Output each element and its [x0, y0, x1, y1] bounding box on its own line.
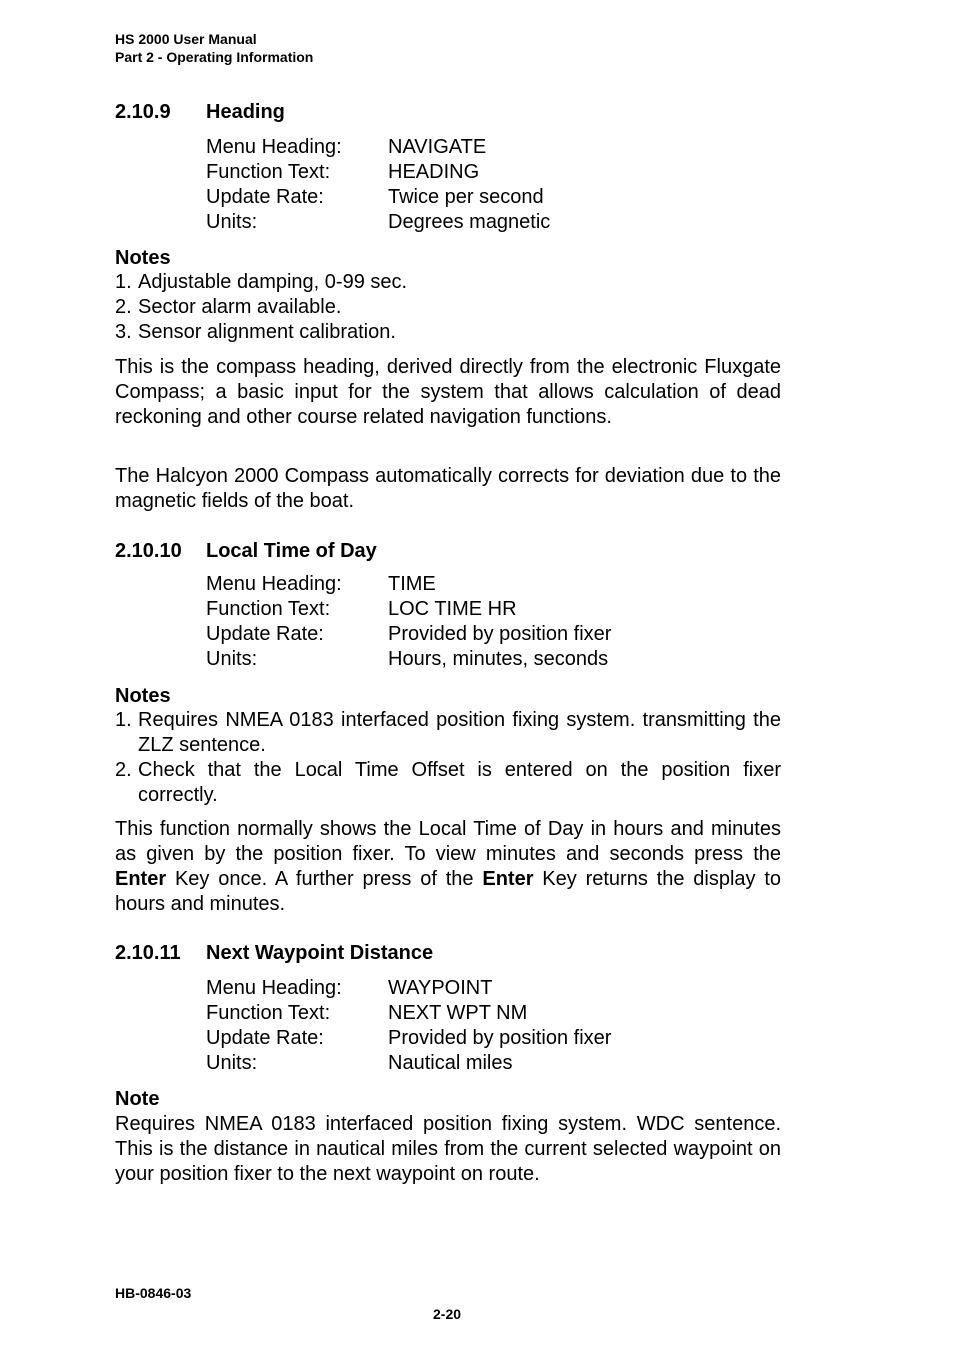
- field-row: [206, 210, 550, 235]
- field-table: [206, 135, 550, 235]
- field-row: [206, 622, 611, 647]
- field-label: Update Rate:: [206, 186, 324, 208]
- field-value: Provided by position fixer: [388, 623, 612, 645]
- field-label: Units:: [206, 1052, 258, 1074]
- field-label: Update Rate:: [206, 1027, 324, 1049]
- field-label: Menu Heading:: [206, 573, 342, 595]
- list-number: 3.: [115, 321, 132, 343]
- paragraph-text: This function normally shows the Local Time of Day in hours and minutes as given by the position fixer. To view minutes and seconds press the: [115, 818, 781, 865]
- section-title: Local Time of Day: [206, 540, 377, 562]
- field-value: Nautical miles: [388, 1052, 513, 1074]
- field-label: Function Text:: [206, 161, 331, 183]
- section-heading-2-10-10: [115, 539, 377, 563]
- field-row: [206, 1026, 611, 1051]
- body-paragraph: [115, 817, 781, 917]
- field-row: [206, 160, 550, 185]
- notes-list: [115, 270, 781, 345]
- list-item: [115, 708, 781, 758]
- section-title: Next Waypoint Distance: [206, 942, 434, 964]
- section-title: Heading: [206, 101, 285, 123]
- body-paragraph: The Halcyon 2000 Compass automatically corrects for deviation due to the magnetic fields of the boat.: [115, 465, 781, 512]
- list-text: Adjustable damping, 0-99 sec.: [138, 271, 408, 293]
- field-label: Function Text:: [206, 598, 331, 620]
- field-table: [206, 976, 611, 1076]
- field-label: Units:: [206, 648, 258, 670]
- field-row: [206, 1001, 611, 1026]
- list-item: [115, 758, 781, 808]
- list-text: Requires NMEA 0183 interfaced position fixing system. transmitting the ZLZ sentence.: [138, 709, 781, 756]
- list-number: 2.: [115, 296, 132, 318]
- field-value: NEXT WPT NM: [388, 1002, 528, 1024]
- field-row: [206, 1051, 611, 1076]
- field-value: LOC TIME HR: [388, 598, 517, 620]
- field-row: [206, 572, 611, 597]
- field-value: TIME: [388, 573, 436, 595]
- section-number: 2.10.10: [115, 540, 182, 562]
- notes-heading: Notes: [115, 685, 171, 707]
- field-label: Menu Heading:: [206, 977, 342, 999]
- document-id: HB-0846-03: [115, 1285, 192, 1301]
- paragraph-text: Key returns the display to hours and minutes.: [115, 868, 782, 915]
- field-value: NAVIGATE: [388, 136, 487, 158]
- field-row: [206, 976, 611, 1001]
- running-header-title: HS 2000 User Manual: [115, 31, 257, 47]
- notes-heading: Note: [115, 1088, 160, 1110]
- list-item: [115, 320, 781, 345]
- field-label: Menu Heading:: [206, 136, 342, 158]
- field-label: Update Rate:: [206, 623, 324, 645]
- enter-key-label: Enter: [115, 868, 167, 890]
- list-number: 1.: [115, 271, 132, 293]
- notes-heading: Notes: [115, 247, 171, 269]
- field-label: Function Text:: [206, 1002, 331, 1024]
- list-number: 1.: [115, 709, 132, 731]
- field-value: WAYPOINT: [388, 977, 493, 999]
- list-item: [115, 295, 781, 320]
- list-text: Sensor alignment calibration.: [138, 321, 396, 343]
- list-text: Sector alarm available.: [138, 296, 342, 318]
- notes-list: [115, 708, 781, 808]
- field-row: [206, 597, 611, 622]
- running-header-part: Part 2 - Operating Information: [115, 49, 314, 65]
- page-number: 2-20: [433, 1306, 462, 1322]
- list-item: [115, 270, 781, 295]
- field-row: [206, 135, 550, 160]
- field-row: [206, 185, 550, 210]
- field-value: Provided by position fixer: [388, 1027, 612, 1049]
- enter-key-label: Enter: [482, 868, 534, 890]
- field-label: Units:: [206, 211, 258, 233]
- list-text: Check that the Local Time Offset is entered on the position fixer correctly.: [138, 759, 781, 806]
- field-value: HEADING: [388, 161, 480, 183]
- field-value: Hours, minutes, seconds: [388, 648, 609, 670]
- paragraph-text: Key once. A further press of the: [166, 868, 483, 890]
- section-heading-2-10-9: [115, 100, 285, 124]
- field-value: Twice per second: [388, 186, 544, 208]
- field-value: Degrees magnetic: [388, 211, 551, 233]
- section-number: 2.10.11: [115, 942, 181, 964]
- section-number: 2.10.9: [115, 101, 171, 123]
- list-number: 2.: [115, 759, 132, 781]
- field-table: [206, 572, 611, 672]
- body-paragraph: This is the compass heading, derived directly from the electronic Fluxgate Compass; a basic input for the system that allows calculation of dead reckoning and other course related navigation functions.: [115, 356, 781, 428]
- section-heading-2-10-11: [115, 941, 433, 965]
- body-paragraph: Requires NMEA 0183 interfaced position fixing system. WDC sentence. This is the distance in nautical miles from the current selected waypoint on your position fixer to the next waypoint on route.: [115, 1113, 781, 1185]
- field-row: [206, 647, 611, 672]
